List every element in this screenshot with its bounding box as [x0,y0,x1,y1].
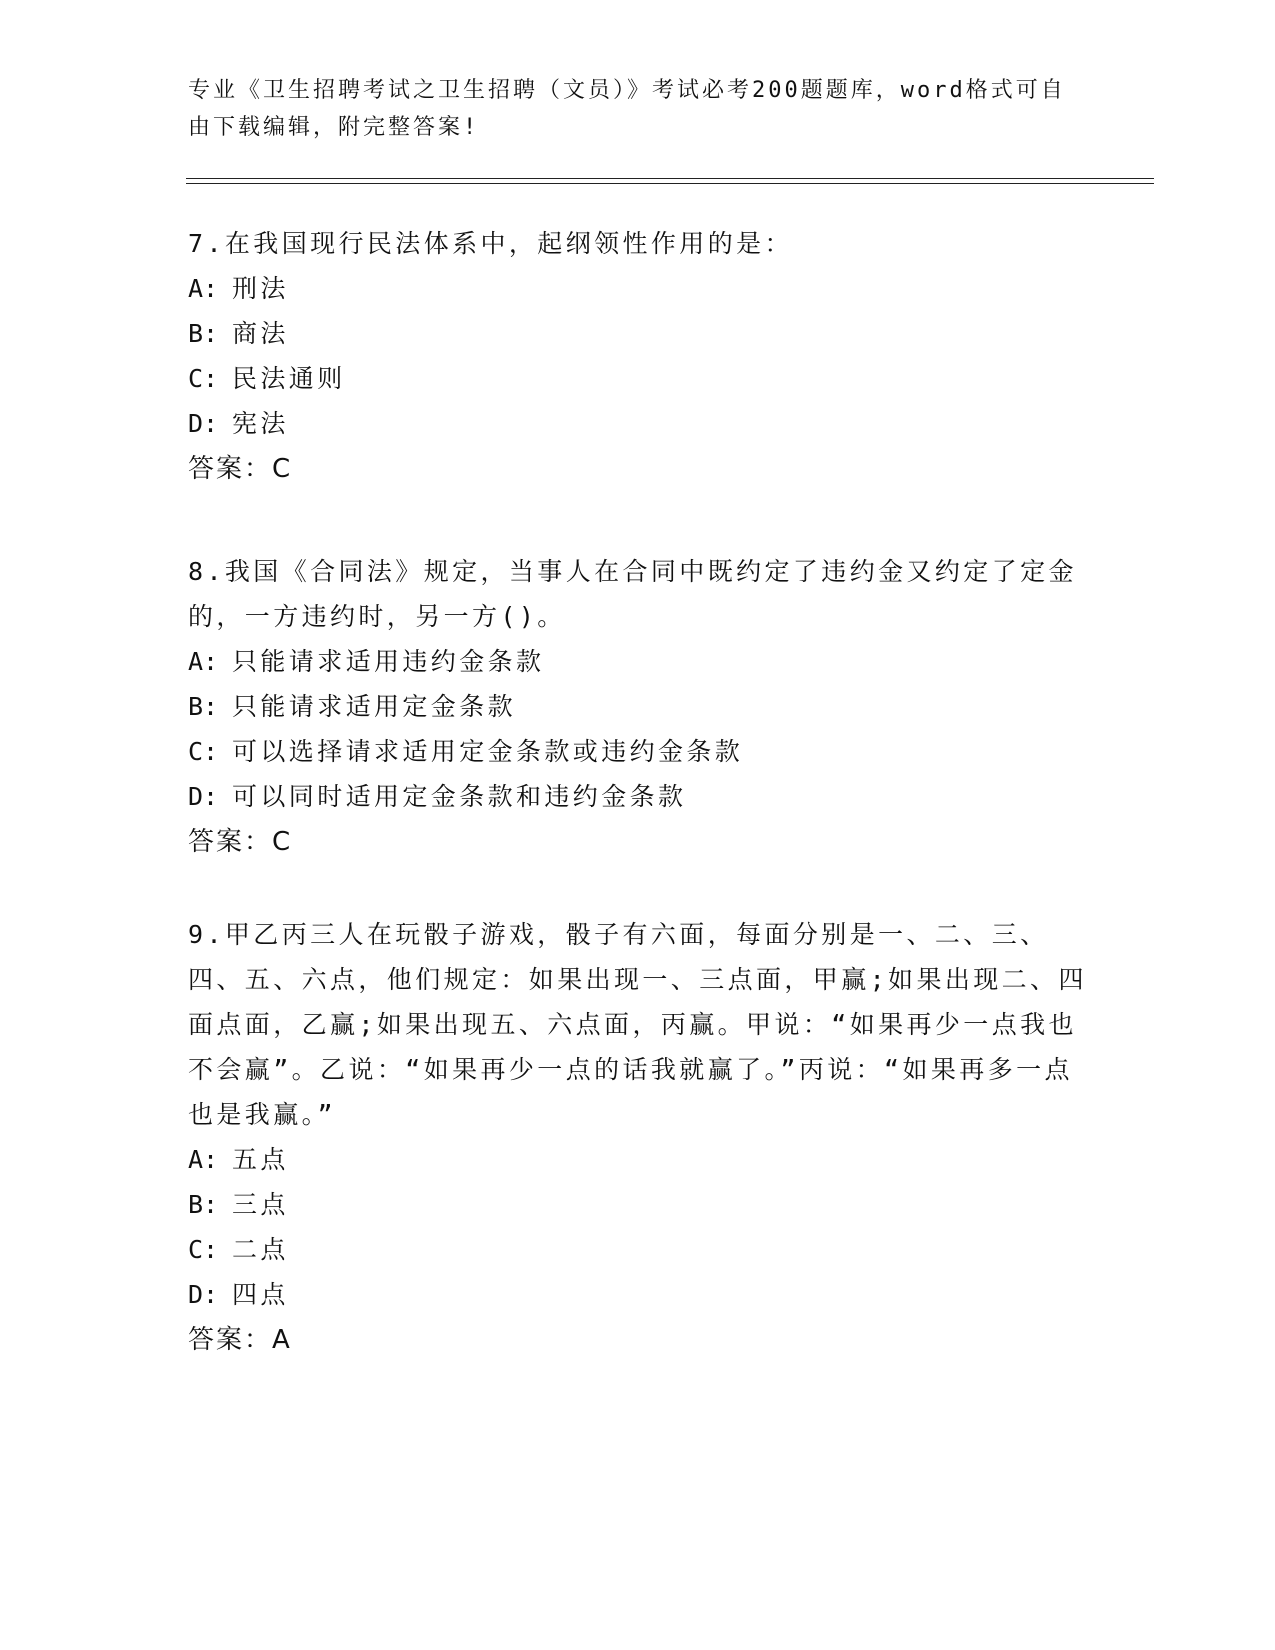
option-c [188,729,1088,774]
option-letter: B: [188,319,219,348]
option-a [188,639,1088,684]
option-text: 民法通则 [232,364,346,393]
option-text: 只能请求适用定金条款 [232,692,517,721]
option-d [188,401,1088,446]
option-letter: A: [188,647,219,676]
option-text: 只能请求适用违约金条款 [232,647,545,676]
header-divider-top [186,178,1154,179]
option-letter: C: [188,737,219,766]
option-d [188,774,1088,819]
option-letter: D: [188,409,219,438]
option-letter: B: [188,692,219,721]
option-letter: A: [188,274,219,303]
option-a [188,1137,1088,1182]
option-d [188,1272,1088,1317]
option-b [188,684,1088,729]
option-text: 二点 [232,1235,289,1264]
answer-line: 答案：C [188,454,293,484]
option-letter: B: [188,1190,219,1219]
option-text: 四点 [232,1280,289,1309]
option-letter: D: [188,782,219,811]
question-8 [188,549,1088,866]
option-letter: A: [188,1145,219,1174]
question-stem: 7.在我国现行民法体系中，起纲领性作用的是： [188,229,793,258]
question-7 [188,221,1088,493]
option-text: 宪法 [232,409,289,438]
option-text: 三点 [232,1190,289,1219]
option-b [188,311,1088,356]
document-intro: 专业《卫生招聘考试之卫生招聘（文员）》考试必考200题题库，word格式可自由下载编辑，附完整答案! [188,78,1066,140]
answer-line: 答案：C [188,827,293,857]
option-c [188,1227,1088,1272]
option-b [188,1182,1088,1227]
option-text: 刑法 [232,274,289,303]
option-text: 可以选择请求适用定金条款或违约金条款 [232,737,744,766]
option-text: 商法 [232,319,289,348]
answer-line: 答案：A [188,1325,292,1355]
question-9 [188,912,1088,1364]
option-a [188,266,1088,311]
question-stem: 8.我国《合同法》规定，当事人在合同中既约定了违约金又约定了定金的，一方违约时，另一方()。 [188,557,1077,631]
option-c [188,356,1088,401]
option-letter: C: [188,1235,219,1264]
question-stem: 9.甲乙丙三人在玩骰子游戏，骰子有六面，每面分别是一、二、三、四、五、六点，他们规定：如果出现一、三点面，甲赢;如果出现二、四面点面，乙赢;如果出现五、六点面，丙赢。甲说：“如果再少一点我也不会赢”。乙说：“如果再少一点的话我就赢了。”丙说：“如果再多一点也是我赢。” [188,920,1087,1129]
header-divider-bottom [186,183,1154,184]
option-letter: D: [188,1280,219,1309]
option-text: 五点 [232,1145,289,1174]
option-letter: C: [188,364,219,393]
option-text: 可以同时适用定金条款和违约金条款 [232,782,687,811]
